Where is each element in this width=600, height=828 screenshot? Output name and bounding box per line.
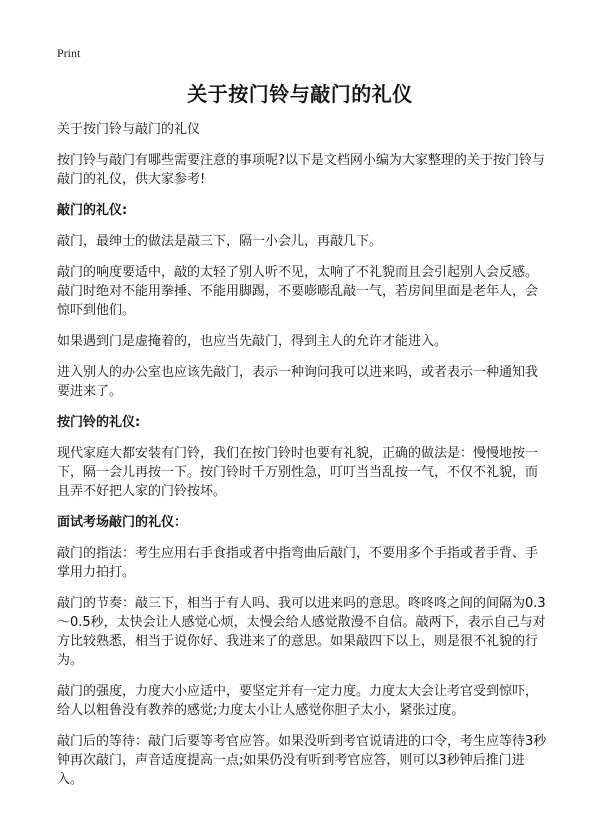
paragraph: 如果遇到门是虚掩着的，也应当先敲门，得到主人的允许才能进入。 (57, 334, 448, 349)
paragraph: 敲门的节奏：敲三下，相当于有人吗、我可以进来吗的意思。咚咚咚之间的间隔为0.3～0.5秒，太快会让人感觉心烦，太慢会给人感觉散漫不自信。敲两下，表示自己与对方比较熟悉，相当于说你好、我进来了的意思。如果敲四下以上，则是很不礼貌的行为。 (57, 596, 546, 668)
page-title: 关于按门铃与敲门的礼仪 (187, 82, 413, 106)
intro-paragraph: 按门铃与敲门有哪些需要注意的事项呢?以下是文档网小编为大家整理的关于按门铃与敲门的礼仪，供大家参考! (57, 153, 545, 187)
section-heading-interview: 面试考场敲门的礼仪： (57, 515, 188, 530)
paragraph: 进入别人的办公室也应该先敲门，表示一种询问我可以进来吗，或者表示一种通知我要进来了。 (57, 365, 539, 399)
paragraph: 敲门后的等待：敲门后要等考官应答。如果没听到考官说请进的口令，考生应等待3秒钟再次敲门，声音适度提高一点;如果仍没有听到考官应答，则可以3秒钟后推门进入。 (57, 734, 547, 787)
paragraph: 现代家庭大都安装有门铃，我们在按门铃时也要有礼貌，正确的做法是：慢慢地按一下，隔一会儿再按一下。按门铃时千万别性急，叮叮当当乱按一气，不仅不礼貌，而且弄不好把人家的门铃按坏。 (57, 446, 539, 499)
article-body (57, 120, 547, 801)
paragraph: 敲门的响度要适中，敲的太轻了别人听不见，太响了不礼貌而且会引起别人会反感。敲门时绝对不能用拳捶、不能用脚踢，不要嘭嘭乱敲一气，若房间里面是老年人，会惊吓到他们。 (57, 265, 539, 318)
print-link[interactable]: Print (57, 46, 81, 60)
section-heading-knocking: 敲门的礼仪: (57, 203, 128, 218)
paragraph: 敲门的指法：考生应用右手食指或者中指弯曲后敲门，不要用多个手指或者手背、手掌用力拍打。 (57, 546, 539, 580)
paragraph: 敲门，最绅士的做法是敲三下，隔一小会儿，再敲几下。 (57, 234, 383, 249)
paragraph: 敲门的强度，力度大小应适中，要坚定并有一定力度。力度太大会让考官受到惊吓，给人以粗鲁没有教养的感觉;力度太小让人感觉你胆子太小，紧张过度。 (57, 684, 539, 718)
article-subtitle: 关于按门铃与敲门的礼仪 (57, 122, 201, 137)
section-heading-doorbell: 按门铃的礼仪: (57, 415, 141, 430)
